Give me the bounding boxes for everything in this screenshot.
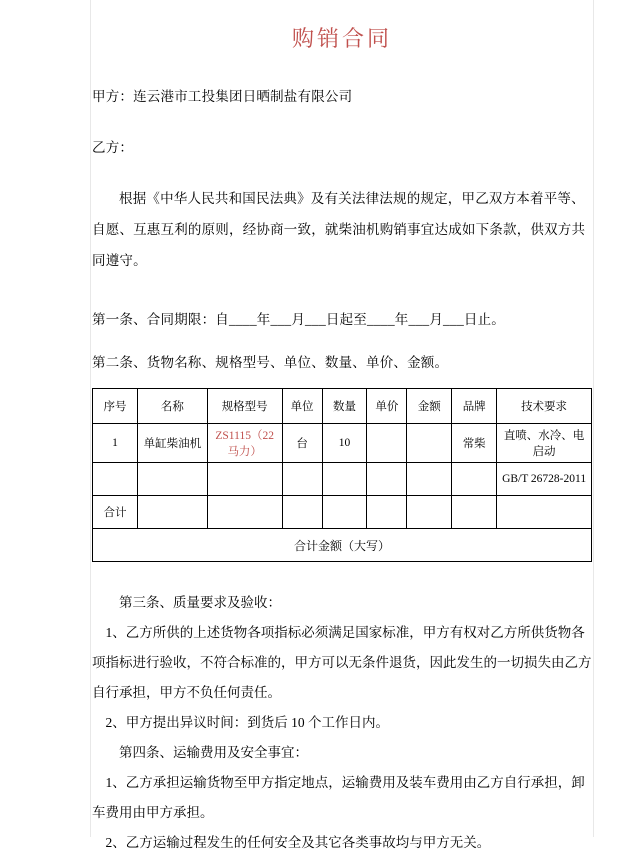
total-amount: [407, 496, 452, 529]
total-label: 合计: [93, 496, 138, 529]
article-3-item-1: 1、乙方所供的上述货物各项指标必须满足国家标准，甲方有权对乙方所供货物各项指标进行验收，不符合标准的，甲方可以无条件退货，因此发生的一切损失由乙方自行承担，甲方不负任何责任。: [92, 625, 592, 700]
header-model: 规格型号: [207, 389, 282, 424]
cell-model: [207, 463, 282, 496]
cell-tech: 直喷、水冷、电启动: [497, 424, 592, 463]
header-unit: 单位: [282, 389, 322, 424]
cell-price: [367, 424, 407, 463]
document-content: [92, 0, 592, 858]
article-1-term: 第一条、合同期限：自____年___月___日起至____年___月___日止。: [92, 312, 505, 327]
cell-no: [93, 463, 138, 496]
article-3-title: 第三条、质量要求及验收：: [119, 595, 281, 610]
cell-amount: [407, 424, 452, 463]
total-model: [207, 496, 282, 529]
articles-block: [92, 588, 592, 858]
cell-unit: 台: [282, 424, 322, 463]
cell-no: 1: [93, 424, 138, 463]
header-brand: 品牌: [452, 389, 497, 424]
header-tech: 技术要求: [497, 389, 592, 424]
table-row: [93, 463, 592, 496]
page-title: 购销合同: [291, 26, 392, 51]
goods-table: [92, 388, 592, 562]
table-total-row: [93, 496, 592, 529]
article-4-item-1: 1、乙方承担运输货物至甲方指定地点，运输费用及装车费用由乙方自行承担，卸车费用由甲方承担。: [92, 775, 585, 820]
total-brand: [452, 496, 497, 529]
cell-name: 单缸柴油机: [137, 424, 207, 463]
header-name: 名称: [137, 389, 207, 424]
article-4-item-2: 2、乙方运输过程发生的任何安全及其它各类事故均与甲方无关。: [105, 835, 491, 850]
total-unit: [282, 496, 322, 529]
total-tech: [497, 496, 592, 529]
header-price: 单价: [367, 389, 407, 424]
article-3-item-2: 2、甲方提出异议时间：到货后 10 个工作日内。: [105, 715, 389, 730]
cell-unit: [282, 463, 322, 496]
total-price: [367, 496, 407, 529]
sum-label: 合计金额（大写）: [93, 529, 592, 562]
preamble-paragraph: 根据《中华人民共和国民法典》及有关法律法规的规定，甲乙双方本着平等、自愿、互惠互利的原则，经协商一致，就柴油机购销事宜达成如下条款，供双方共同遵守。: [92, 191, 586, 268]
cell-tech: GB/T 26728-2011: [497, 463, 592, 496]
total-qty: [322, 496, 367, 529]
right-margin-guide: [593, 0, 594, 837]
header-amount: 金额: [407, 389, 452, 424]
article-4-title: 第四条、运输费用及安全事宜：: [119, 745, 308, 760]
cell-brand: 常柴: [452, 424, 497, 463]
cell-amount: [407, 463, 452, 496]
header-no: 序号: [93, 389, 138, 424]
table-sum-row: [93, 529, 592, 562]
table-row: [93, 424, 592, 463]
party-a-line: 甲方：连云港市工投集团日晒制盐有限公司: [92, 89, 353, 104]
total-name: [137, 496, 207, 529]
cell-brand: [452, 463, 497, 496]
party-b-line: 乙方：: [92, 140, 134, 155]
cell-name: [137, 463, 207, 496]
cell-qty: [322, 463, 367, 496]
cell-model: ZS1115（22马力）: [207, 424, 282, 463]
header-qty: 数量: [322, 389, 367, 424]
cell-qty: 10: [322, 424, 367, 463]
left-margin-guide: [90, 0, 91, 837]
article-2-goods: 第二条、货物名称、规格型号、单位、数量、单价、金额。: [92, 355, 449, 370]
cell-price: [367, 463, 407, 496]
table-header-row: [93, 389, 592, 424]
